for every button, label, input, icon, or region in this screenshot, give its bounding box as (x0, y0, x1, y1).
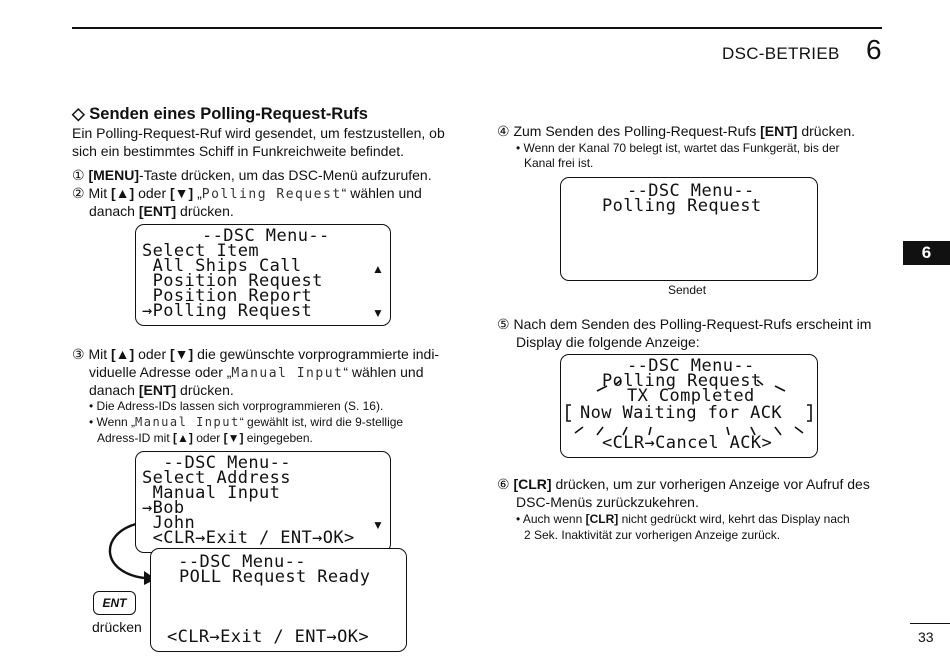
lcd-line: John (142, 513, 196, 533)
key-label: [▼] (170, 185, 194, 201)
text: drücken. (176, 382, 234, 398)
lcd-line: --DSC Menu-- (157, 552, 306, 572)
lcd-line: --DSC Menu-- (202, 226, 330, 246)
step-6-line-2: DSC-Menüs zurückzukehren. (516, 494, 699, 510)
step-number: ② (72, 185, 85, 201)
step-6-bullet-line-2: 2 Sek. Inaktivität zur vorherigen Anzeige zurück. (524, 528, 781, 542)
chapter-side-tab: 6 (903, 241, 950, 265)
lcd-dsc-menu-select-item (135, 224, 391, 326)
key-label: [ENT] (138, 382, 177, 398)
lcd-line: Position Request (142, 271, 323, 291)
key-label: [ENT] (138, 203, 177, 219)
key-label: [ENT] (760, 123, 798, 139)
step-3-line-3 (89, 381, 234, 400)
text: • Wenn „ (89, 415, 135, 429)
key-label: [CLR] (585, 512, 619, 526)
text: drücken, um zur vorherigen Anzeige vor Aufruf des (551, 476, 870, 492)
step-2-line-2 (89, 202, 234, 221)
step-6 (497, 475, 870, 494)
step-number: ⑥ (497, 476, 510, 492)
step-4-bullet-line-2: Kanal frei ist. (524, 156, 594, 170)
step-5-line-2: Display die folgende Anzeige: (516, 334, 700, 350)
lcd-line: <CLR→Exit / ENT→OK> (142, 528, 355, 548)
ent-key-icon: ENT (93, 591, 136, 615)
key-label: [▲] (173, 431, 193, 445)
text: danach (89, 203, 139, 219)
step-1 (72, 166, 432, 185)
lcd-text: Polling Request (201, 187, 342, 202)
lcd-line: →Bob (142, 498, 185, 518)
key-label: [▲] (111, 185, 135, 201)
lcd-line: Select Item (142, 241, 259, 261)
text: oder (134, 185, 171, 201)
lcd-text: Manual Input (135, 415, 240, 429)
text: drücken. (176, 203, 234, 219)
step-number: ① (72, 167, 85, 183)
text: nicht gedrückt wird, kehrt das Display nach (618, 512, 850, 526)
lcd-line: Select Address (142, 468, 291, 488)
lcd-line: Polling Request (602, 196, 762, 216)
scroll-down-icon: ▼ (372, 518, 384, 532)
step-text: -Taste drücken, um das DSC-Menü aufzurufen. (139, 167, 432, 183)
key-label: [MENU] (88, 167, 139, 183)
page-number: 33 (918, 629, 934, 645)
lcd-caption: Sendet (668, 283, 707, 297)
lcd-line: --DSC Menu-- (142, 453, 291, 473)
key-label: [▼] (223, 431, 244, 445)
header-rule (72, 27, 882, 29)
text: oder (192, 431, 224, 445)
lcd-line: <CLR→Exit / ENT→OK> (167, 627, 370, 647)
lcd-line: All Ships Call (142, 256, 302, 276)
lcd-line: <CLR→Cancel ACK> (602, 433, 773, 453)
chapter-title: DSC-BETRIEB (722, 44, 840, 63)
step-4 (497, 122, 855, 141)
lcd-line: --DSC Menu-- (627, 181, 755, 201)
lcd-poll-request-ready (150, 548, 407, 652)
intro-line-2: sich ein bestimmtes Schiff in Funkreichweite befindet. (72, 143, 405, 159)
lcd-line: →Polling Request (142, 301, 313, 321)
lcd-line: TX Completed (627, 386, 755, 406)
text: “ wählen und (341, 185, 422, 201)
text: die gewünschte vorprogrammierte indi- (193, 346, 440, 362)
text: • Auch wenn (516, 512, 586, 526)
section-heading: ◇ Senden eines Polling-Request-Rufs (72, 105, 368, 123)
step-4-bullet: • Wenn der Kanal 70 belegt ist, wartet das Funkgerät, bis der (516, 141, 840, 155)
step-3-bullet-2-line-2 (97, 430, 313, 446)
lcd-line: POLL Request Ready (179, 567, 371, 587)
step-3-bullet-1: • Die Adress-IDs lassen sich vorprogrammieren (S. 16). (89, 399, 384, 413)
key-label: [CLR] (513, 476, 552, 492)
text: viduelle Adresse oder „ (89, 364, 232, 380)
text: Nach dem Senden des Polling-Request-Rufs erscheint im (513, 316, 872, 332)
lcd-waiting-for-ack (560, 354, 818, 458)
blink-rays-icon (561, 355, 817, 457)
step-3-bullet-2 (89, 414, 403, 430)
step-6-bullet (516, 511, 850, 527)
text: Zum Senden des Polling-Request-Rufs (513, 123, 761, 139)
lcd-sending (560, 177, 818, 281)
lcd-line: Polling Request (602, 371, 762, 391)
press-label: drücken (92, 619, 142, 635)
lcd-line: Position Report (142, 286, 313, 306)
text: eingegeben. (243, 431, 313, 445)
step-number: ③ (72, 346, 85, 362)
lcd-dsc-menu-select-address (135, 451, 391, 553)
text: Mit (88, 185, 112, 201)
chapter-number: 6 (866, 34, 882, 65)
intro-line-1: Ein Polling-Request-Ruf wird gesendet, um festzustellen, ob (72, 125, 445, 141)
scroll-up-icon: ▲ (372, 262, 384, 276)
lcd-line: Manual Input (142, 483, 281, 503)
text: drücken. (797, 123, 856, 139)
key-label: [▼] (170, 346, 194, 362)
text: “ wählen und (343, 364, 424, 380)
lcd-line: Now Waiting for ACK (580, 403, 783, 423)
lcd-text: Manual Input (231, 366, 344, 381)
step-5 (497, 315, 871, 334)
text: Adress-ID mit (97, 431, 174, 445)
step-3 (72, 345, 439, 364)
text: oder (134, 346, 171, 362)
key-label: [▲] (111, 346, 135, 362)
lcd-line: --DSC Menu-- (627, 356, 755, 376)
scroll-down-icon: ▼ (372, 306, 384, 320)
text: „ (193, 185, 202, 201)
page-number-rule (910, 623, 950, 624)
text: danach (89, 382, 139, 398)
step-number: ④ (497, 123, 510, 139)
text: “ gewählt ist, wird die 9-stellige (239, 415, 404, 429)
step-number: ⑤ (497, 316, 510, 332)
text: Mit (88, 346, 112, 362)
